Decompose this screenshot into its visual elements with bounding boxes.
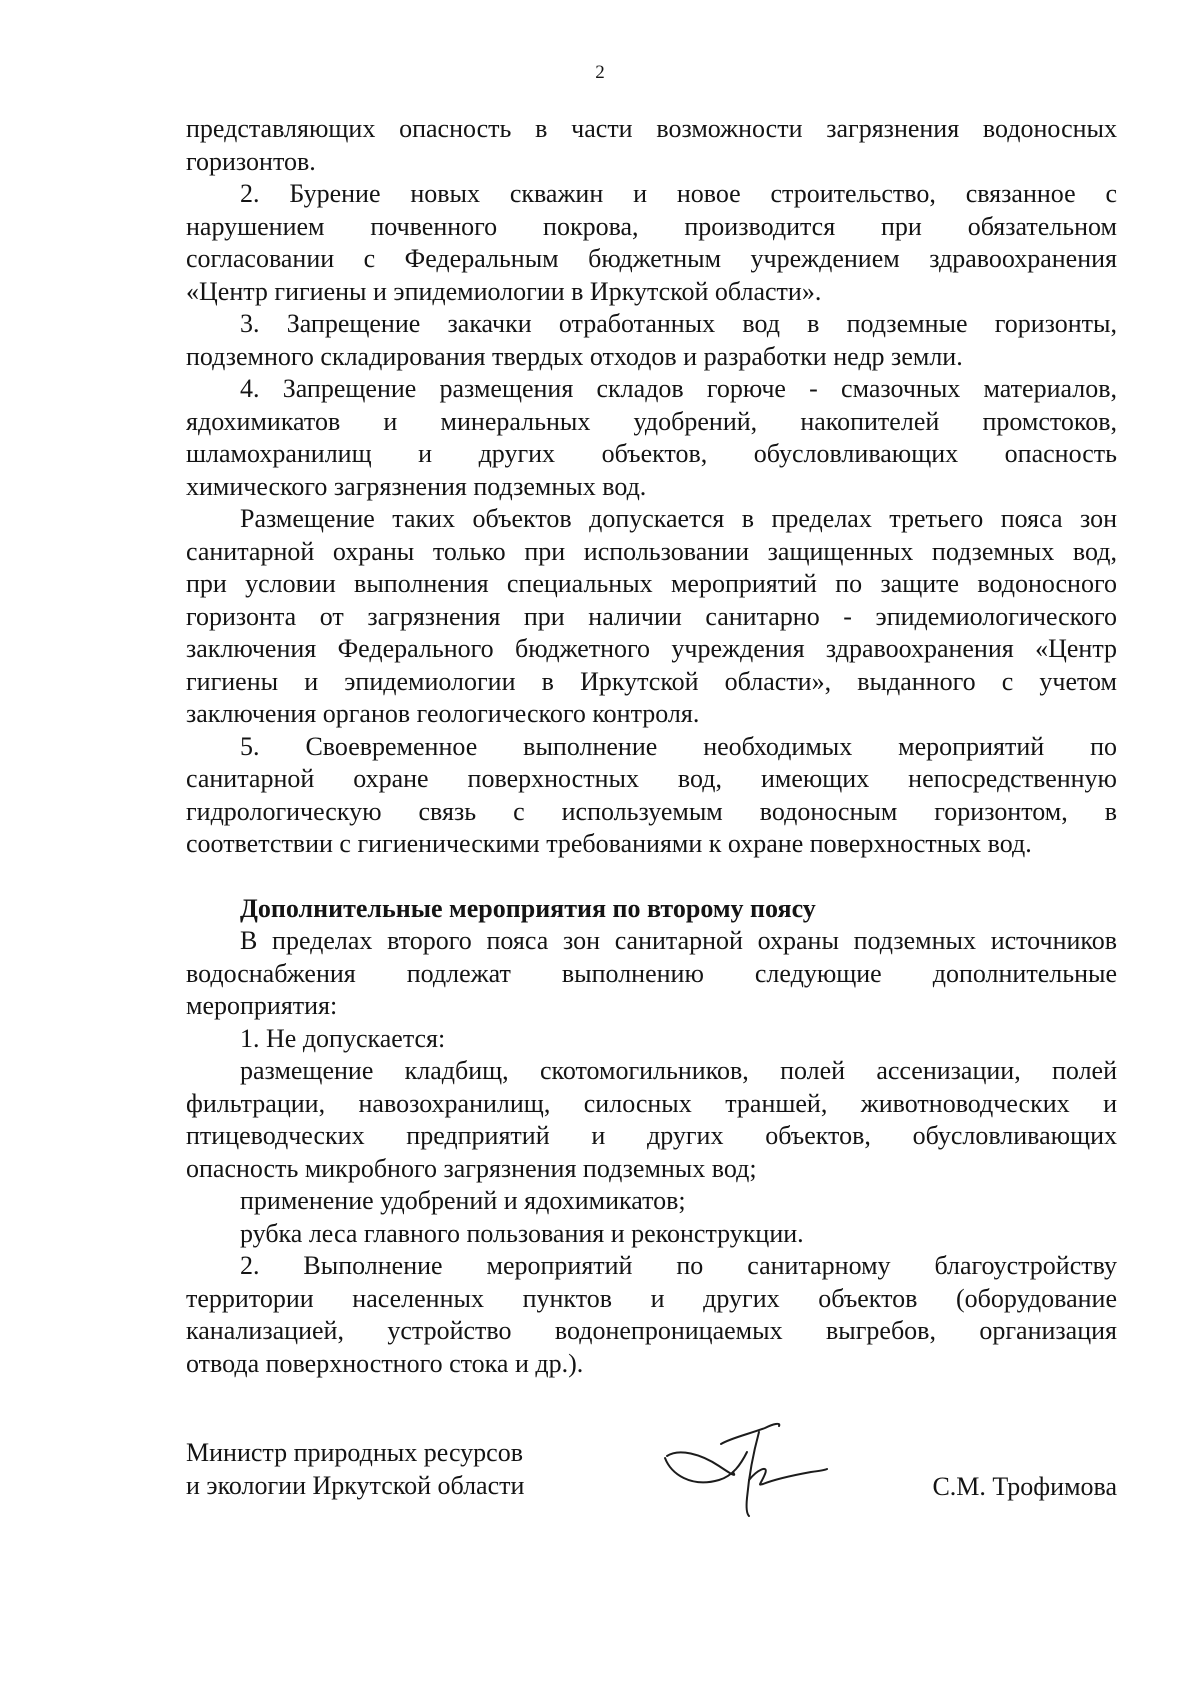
text-line: горизонта от загрязнения при наличии санитарно - эпидемиологического <box>186 601 1117 631</box>
text-line: водоснабжения подлежат выполнению следующие дополнительные <box>186 958 1117 988</box>
text-line: территории населенных пунктов и других объектов (оборудование <box>186 1283 1117 1313</box>
text-line: «Центр гигиены и эпидемиологии в Иркутской области». <box>186 276 822 306</box>
handwritten-signature <box>661 1414 831 1519</box>
paragraph <box>186 731 1117 861</box>
paragraph <box>186 178 1117 308</box>
paragraph <box>186 1055 1117 1185</box>
text-line: при условии выполнения специальных мероприятий по защите водоносного <box>186 569 1117 598</box>
text-line: заключения Федерального бюджетного учреждения здравоохранения «Центр <box>186 634 1117 663</box>
text-line: применение удобрений и ядохимикатов; <box>240 1186 686 1215</box>
text-line: согласовании с Федеральным бюджетным учреждением здравоохранения <box>186 244 1117 273</box>
paragraph <box>186 1023 1117 1056</box>
text-line: 2. Бурение новых скважин и новое строительство, связанное с <box>240 179 1117 208</box>
paragraph <box>186 1250 1117 1380</box>
text-line: санитарной охраны только при использовании защищенных подземных вод, <box>186 536 1117 566</box>
page-number: 2 <box>595 62 605 83</box>
text-line: фильтрации, навозохранилищ, силосных траншей, животноводческих и <box>186 1088 1117 1118</box>
paragraph <box>186 1185 1117 1218</box>
text-line: В пределах второго пояса зон санитарной охраны подземных источников <box>240 926 1117 955</box>
text-line: размещение кладбищ, скотомогильников, полей ассенизации, полей <box>240 1056 1117 1085</box>
paragraph <box>186 113 1117 178</box>
text-line: канализацией, устройство водонепроницаемых выгребов, организация <box>186 1316 1117 1345</box>
paragraph <box>186 373 1117 503</box>
paragraph <box>186 308 1117 373</box>
text-line: соответствии с гигиеническими требованиями к охране поверхностных вод. <box>186 829 1032 858</box>
text-line: горизонтов. <box>186 146 316 176</box>
section-heading: Дополнительные мероприятия по второму поясу <box>240 893 816 923</box>
text-line: ядохимикатов и минеральных удобрений, накопителей промстоков, <box>186 406 1117 436</box>
signature-block <box>186 1436 1117 1536</box>
text-line: химического загрязнения подземных вод. <box>186 471 647 501</box>
text-line: птицеводческих предприятий и других объектов, обусловливающих <box>186 1121 1117 1150</box>
paragraph <box>186 1218 1117 1251</box>
section-gap <box>186 861 1117 893</box>
document-body <box>186 113 1117 1380</box>
text-line: представляющих опасность в части возможности загрязнения водоносных <box>186 114 1117 143</box>
text-line: санитарной охране поверхностных вод, имеющих непосредственную <box>186 764 1117 793</box>
text-line: 2. Выполнение мероприятий по санитарному благоустройству <box>240 1251 1117 1280</box>
text-line: 4. Запрещение размещения складов горюче - смазочных материалов, <box>240 374 1117 403</box>
text-line: 1. Не допускается: <box>240 1023 446 1053</box>
text-line: мероприятия: <box>186 991 338 1020</box>
text-line: гигиены и эпидемиологии в Иркутской области», выданного с учетом <box>186 666 1117 696</box>
text-line: гидрологическую связь с используемым водоносным горизонтом, в <box>186 796 1117 826</box>
text-line: заключения органов геологического контроля. <box>186 699 700 728</box>
text-line: подземного складирования твердых отходов и разработки недр земли. <box>186 341 963 371</box>
text-line: опасность микробного загрязнения подземных вод; <box>186 1153 757 1183</box>
text-line: отвода поверхностного стока и др.). <box>186 1348 584 1378</box>
text-line: рубка леса главного пользования и реконструкции. <box>240 1218 804 1248</box>
paragraph <box>186 925 1117 1023</box>
text-line: шламохранилищ и других объектов, обусловливающих опасность <box>186 439 1117 468</box>
signatory-name: С.М. Трофимова <box>932 1472 1117 1501</box>
signatory-position <box>186 1436 524 1502</box>
signatory-position-line: Министр природных ресурсов <box>186 1438 523 1467</box>
text-line: нарушением почвенного покрова, производится при обязательном <box>186 211 1117 241</box>
text-line: Размещение таких объектов допускается в пределах третьего пояса зон <box>240 504 1117 533</box>
text-line: 3. Запрещение закачки отработанных вод в подземные горизонты, <box>240 309 1117 338</box>
signatory-position-line: и экологии Иркутской области <box>186 1471 525 1500</box>
text-line: 5. Своевременное выполнение необходимых мероприятий по <box>240 731 1117 761</box>
paragraph <box>186 503 1117 731</box>
